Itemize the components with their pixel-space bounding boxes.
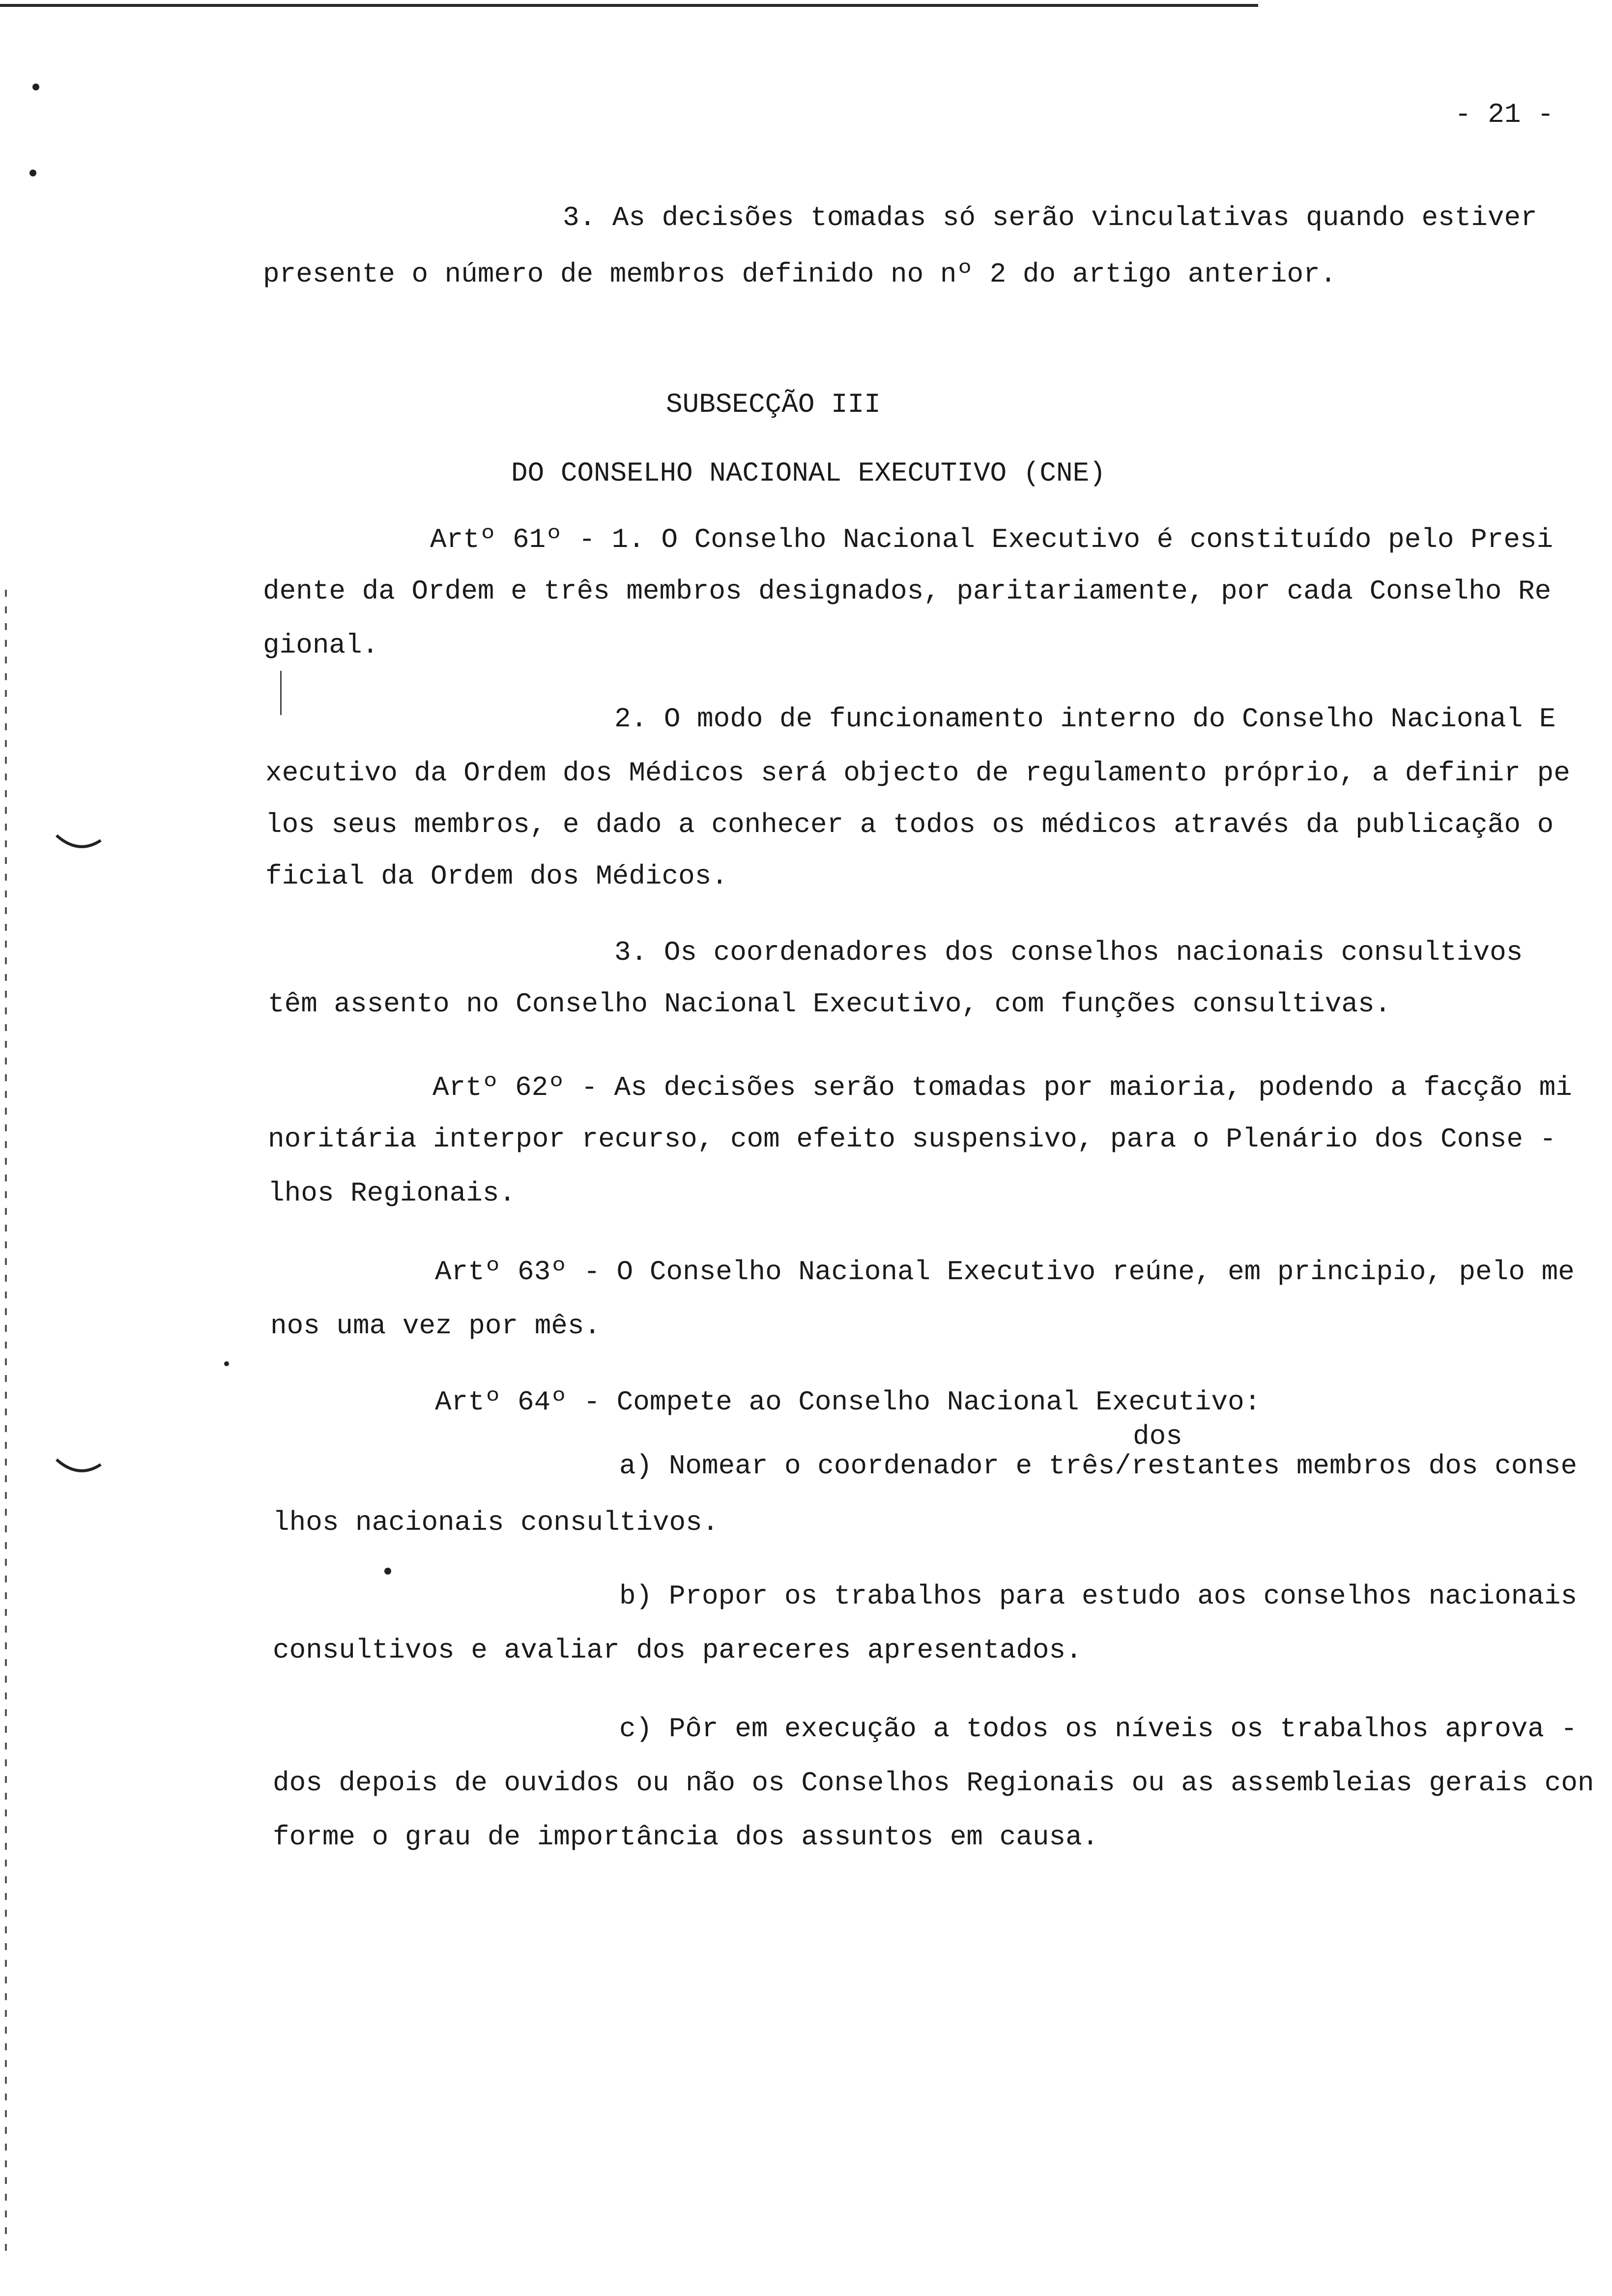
text-line: b) Propor os trabalhos para estudo aos conselhos nacionais (619, 1580, 1578, 1612)
text-line: 3. As decisões tomadas só serão vinculativas quando estiver (563, 202, 1537, 233)
text-line: Artº 64º - Compete ao Conselho Nacional Executivo: (435, 1386, 1261, 1418)
text-line: lhos nacionais consultivos. (273, 1507, 719, 1538)
text-line: noritária interpor recurso, com efeito suspensivo, para o Plenário dos Conse - (268, 1123, 1556, 1155)
text-line: Artº 63º - O Conselho Nacional Executivo reúne, em principio, pelo me (435, 1256, 1575, 1288)
top-border-line (0, 4, 1258, 7)
left-margin-marks (5, 590, 7, 2261)
text-line: gional. (263, 630, 379, 661)
margin-dot (32, 84, 39, 90)
text-line: têm assento no Conselho Nacional Executivo, com funções consultivas. (268, 988, 1391, 1020)
margin-dot (224, 1361, 229, 1366)
section-heading: SUBSECÇÃO III (666, 389, 881, 420)
text-line: c) Pôr em execução a todos os níveis os trabalhos aprova - (619, 1713, 1578, 1745)
text-line: Artº 61º - 1. O Conselho Nacional Executivo é constituído pelo Presi (430, 524, 1554, 555)
text-line: nos uma vez por mês. (270, 1310, 601, 1342)
text-line: ficial da Ordem dos Médicos. (265, 861, 728, 892)
margin-dot (384, 1568, 391, 1575)
text-line: lhos Regionais. (268, 1177, 516, 1209)
text-line: dente da Ordem e três membros designados, paritariamente, por cada Conselho Re (263, 575, 1552, 607)
text-line: a) Nomear o coordenador e três/restantes membros dos conse (619, 1450, 1578, 1482)
text-line: consultivos e avaliar dos pareceres apresentados. (273, 1635, 1082, 1666)
text-line: Artº 62º - As decisões serão tomadas por maioria, podendo a facção mi (432, 1072, 1572, 1103)
margin-vertical-mark (280, 671, 282, 715)
text-line: presente o número de membros definido no nº 2 do artigo anterior. (263, 258, 1337, 290)
section-subheading: DO CONSELHO NACIONAL EXECUTIVO (CNE) (511, 458, 1106, 489)
margin-dot (29, 170, 36, 176)
text-line: los seus membros, e dado a conhecer a todos os médicos através da publicação o (265, 809, 1554, 840)
text-line: forme o grau de importância dos assuntos em causa. (273, 1821, 1099, 1853)
text-line: 2. O modo de funcionamento interno do Conselho Nacional E (614, 703, 1556, 735)
punch-hole-mark (54, 831, 103, 855)
text-line: 3. Os coordenadores dos conselhos nacionais consultivos (614, 937, 1523, 968)
text-line: dos depois de ouvidos ou não os Conselhos Regionais ou as assembleias gerais con (273, 1767, 1594, 1799)
punch-hole-mark (54, 1455, 103, 1479)
page-number: - 21 - (1455, 99, 1554, 130)
handwritten-insertion: dos (1133, 1421, 1182, 1452)
text-line: xecutivo da Ordem dos Médicos será objecto de regulamento próprio, a definir pe (265, 757, 1570, 789)
